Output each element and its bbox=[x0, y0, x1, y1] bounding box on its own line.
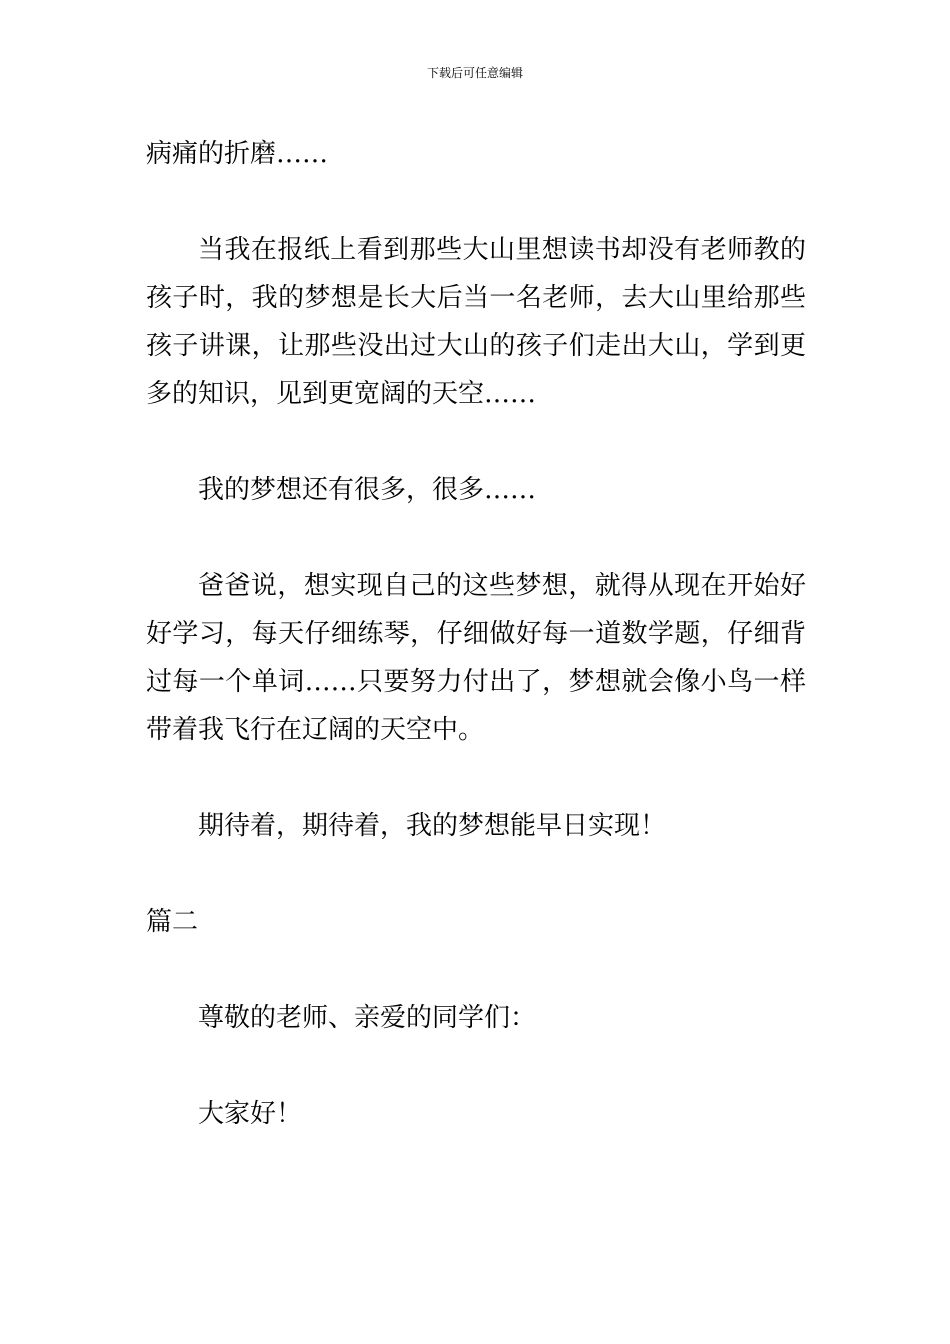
document-body bbox=[146, 130, 806, 1138]
paragraph-father-says: 爸爸说，想实现自己的这些梦想，就得从现在开始好好学习，每天仔细练琴，仔细做好每一道数学题，仔细背过每一个单词……只要努力付出了，梦想就会像小鸟一样带着我飞行在辽阔的天空中。 bbox=[146, 571, 806, 745]
paragraph-hello: 大家好！ bbox=[198, 1099, 303, 1129]
page-header: 下载后可任意编辑 bbox=[426, 66, 523, 80]
paragraph-continuation: 病痛的折磨…… bbox=[146, 139, 329, 169]
paragraph-looking-forward: 期待着，期待着，我的梦想能早日实现！ bbox=[198, 811, 667, 841]
section-heading: 篇二 bbox=[146, 907, 199, 937]
paragraph-many-dreams: 我的梦想还有很多，很多…… bbox=[198, 475, 537, 505]
paragraph-teacher-dream: 当我在报纸上看到那些大山里想读书却没有老师教的孩子时，我的梦想是长大后当一名老师，去大山里给那些孩子讲课，让那些没出过大山的孩子们走出大山，学到更多的知识，见到更宽阔的天空…… bbox=[146, 235, 806, 409]
paragraph-greeting: 尊敬的老师、亲爱的同学们： bbox=[198, 1003, 537, 1033]
